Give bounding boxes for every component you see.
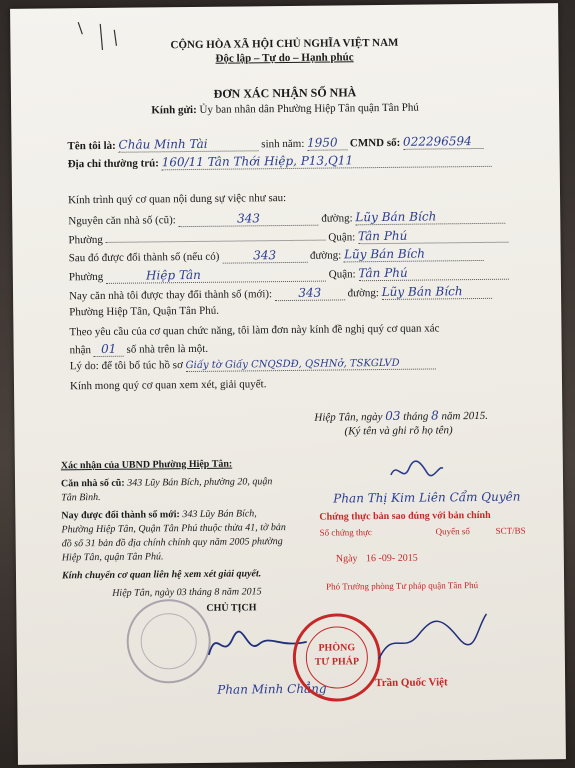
sign-date-prefix: Hiệp Tân, ngày <box>314 411 383 424</box>
certify-book-value: Quyển số <box>435 526 470 537</box>
id-value: 022296594 <box>402 134 472 149</box>
new-house-label: Nay được đổi thành số mới: <box>61 509 180 522</box>
confirmation-date: Hiệp Tân, ngày 03 tháng 8 năm 2015 <box>112 586 262 599</box>
applicant-signature-mark <box>387 456 447 487</box>
reason-row <box>70 356 436 373</box>
confirmation-role: CHỦ TỊCH <box>206 602 257 614</box>
sign-year: năm 2015. <box>441 409 488 423</box>
ward-stamp <box>126 599 211 684</box>
confirmation-line-2-cont1: Phường Hiệp Tân, Quận Tân Phú thuộc thửa 41, tờ bản <box>61 522 286 536</box>
address-value: 160/11 Tân Thới Hiệp, P13,Q11 <box>161 153 354 170</box>
chairman-name: Phan Minh Chẳng <box>217 681 327 697</box>
certify-title: Chứng thực bản sao đúng với bản chính <box>319 509 491 523</box>
sign-date <box>314 408 488 424</box>
closing-text: Kính mong quý cơ quan xem xét, giải quyết. <box>69 378 267 393</box>
changed-street-label: đường: <box>309 249 342 262</box>
address-row <box>68 152 492 171</box>
old-district-value: Tân Phú <box>357 228 408 244</box>
changed-district-label: Quận: <box>328 268 356 281</box>
changed-number-value: 343 <box>253 248 277 263</box>
changed-label: Sau đó được đổi thành số (nếu có) <box>68 250 220 265</box>
confirmation-title: Xác nhận của UBND Phường Hiệp Tân: <box>60 458 233 472</box>
applicant-signature-name: Phan Thị Kim Liên Cẩm Quyên <box>333 489 521 506</box>
reason-value: Giấy tờ Giấy CNQSDĐ, QSHNở, TSKGLVD <box>185 357 400 372</box>
old-street-value: Lũy Bán Bích <box>355 209 437 225</box>
request-count: 01 <box>101 341 117 356</box>
new-house-value: 343 Lũy Bán Bích, <box>182 508 257 521</box>
old-ward-row <box>68 228 508 248</box>
document-page <box>10 3 566 765</box>
birth-value: 1950 <box>307 135 338 150</box>
request-prefix: nhận <box>69 344 92 357</box>
address-label: Địa chỉ thường trú: <box>67 157 159 171</box>
changed-street-value: Lũy Bán Bích <box>343 246 426 262</box>
changed-ward-row <box>69 265 509 285</box>
forward-text: Kính chuyển cơ quan liên hệ xem xét giải quyết. <box>61 568 262 582</box>
nation-heading: CỘNG HÒA XÃ HỘI CHỦ NGHĨA VIỆT NAM <box>170 36 399 52</box>
justice-stamp-text-1: PHÒNG <box>318 642 356 654</box>
reason-label: Lý do: để tôi bổ túc hồ sơ <box>69 359 183 373</box>
request-suffix: số nhà trên là một. <box>126 342 209 356</box>
request-line-1: Theo yêu cầu của cơ quan chức năng, tôi làm đơn này kính đề nghị quý cơ quan xác <box>69 322 440 339</box>
confirmation-line-2-cont2: đồ số 31 bản đồ địa chính chính quy năm 2005 phường <box>61 536 283 550</box>
confirmation-line-1 <box>61 476 272 489</box>
old-ward-label: Phường <box>68 233 103 247</box>
name-value: Châu Minh Tài <box>118 136 208 152</box>
changed-ward-label: Phường <box>68 270 104 284</box>
sign-note: (Ký tên và ghi rõ họ tên) <box>344 424 453 438</box>
recipient-label: Kính gửi: <box>151 103 197 117</box>
justice-stamp <box>292 613 381 702</box>
new-street-label: đường: <box>347 287 379 300</box>
name-row <box>67 134 483 153</box>
new-location: Phường Hiệp Tân, Quận Tân Phú. <box>69 304 220 319</box>
confirmation-line-1-cont: Tân Bình. <box>61 491 101 504</box>
certify-date-label: Ngày <box>335 553 358 565</box>
recipient-value: Ủy ban nhân dân Phường Hiệp Tân quận Tân Phú <box>199 101 419 116</box>
old-number-label: Nguyên căn nhà số (cũ): <box>68 214 176 228</box>
intro-text: Kính trình quý cơ quan nội dung sự việc như sau: <box>68 192 287 207</box>
certify-code: SCT/BS <box>495 525 526 536</box>
old-house-value: 343 Lũy Bán Bích, phường 20, quận <box>127 476 273 489</box>
certify-office: Phó Trưởng phòng Tư pháp quận Tân Phú <box>326 580 479 592</box>
old-house-label: Căn nhà số cũ: <box>60 477 125 490</box>
document-title: ĐƠN XÁC NHẬN SỐ NHÀ <box>213 85 357 101</box>
request-line-2 <box>70 341 209 357</box>
id-label: CMND số: <box>349 136 401 150</box>
confirmation-line-2-cont3: Hiệp Tân, quận Tân Phú. <box>61 551 164 564</box>
new-number-label: Nay căn nhà tôi được thay đổi thành số (mới): <box>69 288 273 303</box>
officer-name: Trần Quốc Việt <box>375 676 448 690</box>
old-number-row <box>68 209 505 229</box>
motto: Độc lập – Tự do – Hạnh phúc <box>215 51 354 65</box>
changed-number-row <box>69 246 485 265</box>
old-number-value: 343 <box>237 211 261 226</box>
sign-day: 03 <box>385 408 401 423</box>
new-street-value: Lũy Bán Bích <box>381 284 463 300</box>
confirmation-line-2 <box>61 508 257 521</box>
old-district-label: Quận: <box>328 231 356 244</box>
old-street-label: đường: <box>321 212 353 225</box>
new-number-row <box>69 284 492 303</box>
new-number-value: 343 <box>298 285 322 300</box>
margin-pen-marks <box>70 15 150 56</box>
certify-book-label: Số chứng thực <box>319 527 372 538</box>
name-label: Tên tôi là: <box>67 139 116 153</box>
changed-district-value: Tân Phú <box>358 265 408 281</box>
certify-date-row <box>336 553 418 565</box>
officer-signature-mark <box>372 608 493 669</box>
changed-ward-value: Hiệp Tân <box>145 267 201 283</box>
certify-date-value: 16 -09- 2015 <box>365 552 418 565</box>
justice-stamp-text-2: TƯ PHÁP <box>314 656 360 668</box>
sign-month-prefix: tháng <box>403 410 429 423</box>
birth-label: sinh năm: <box>261 137 305 151</box>
sign-month: 8 <box>430 408 439 423</box>
